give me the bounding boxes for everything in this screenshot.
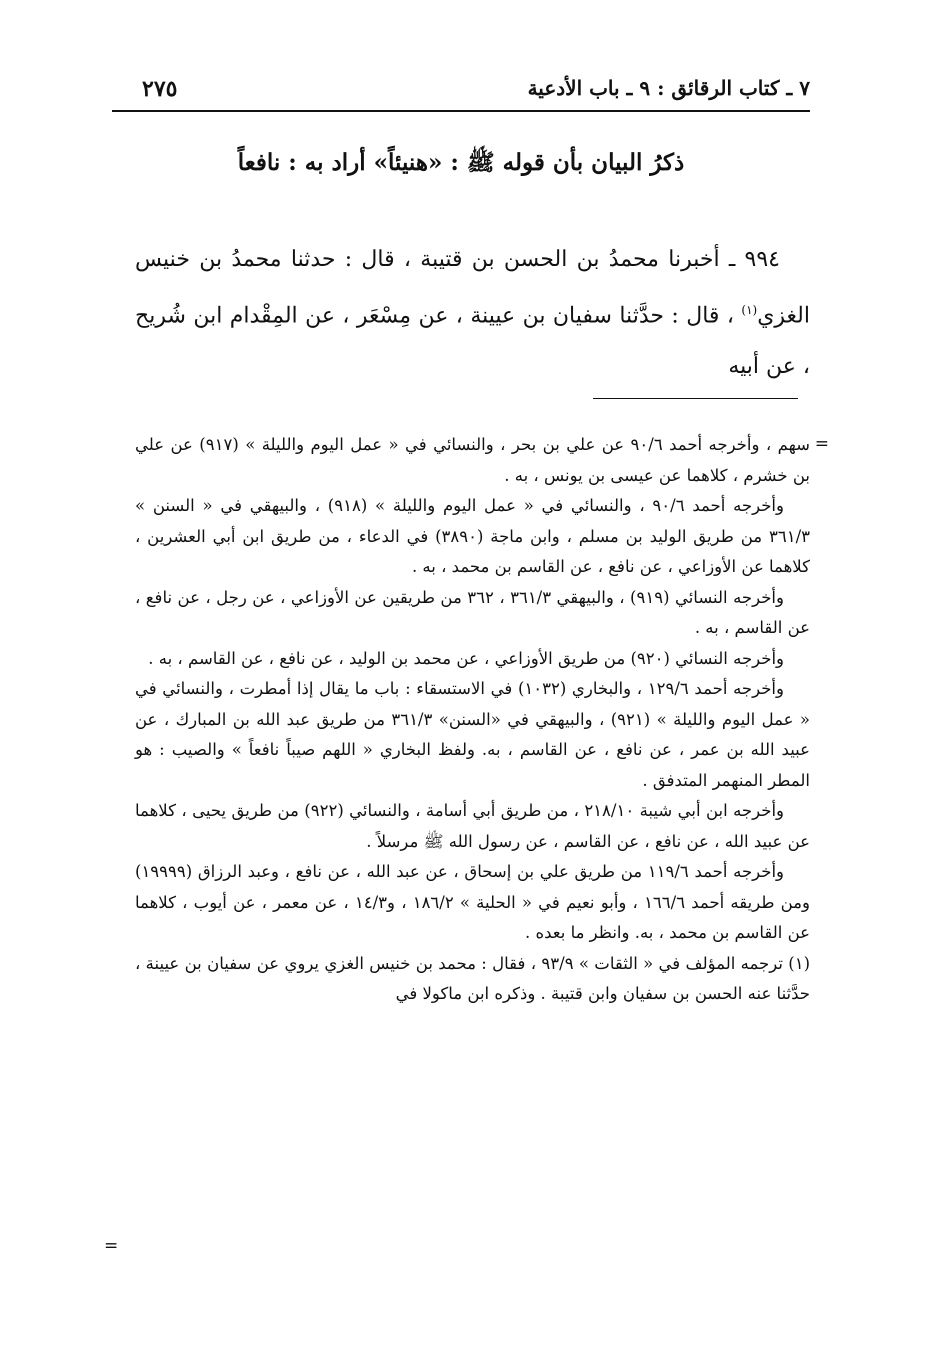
footnote-paragraph: سهم ، وأخرجه أحمد ٩٠/٦ عن علي بن بحر ، والنسائي في « عمل اليوم والليلة » (٩١٧) عن علي بن خشرم ، كلاهما عن عيسى بن يونس ، به . [135, 435, 810, 485]
footnote-1: (١) ترجمه المؤلف في « الثقات » ٩٣/٩ ، فقال : محمد بن خنيس الغزي يروي عن سفيان بن عيينة ، حدَّثنا عنه الحسن بن سفيان وابن قتيبة . وذكره ابن ماكولا في [135, 953, 810, 1003]
hadith-paragraph [135, 234, 810, 392]
page-number: ٢٧٥ [142, 76, 178, 102]
footnote-paragraph: وأخرجه ابن أبي شيبة ٢١٨/١٠ ، من طريق أبي أسامة ، والنسائي (٩٢٢) من طريق يحيى ، كلاهما عن عبيد الله ، عن نافع ، عن القاسم ، عن رسول الله ﷺ مرسلاً . [135, 801, 810, 851]
footnote-separator [593, 398, 798, 399]
footnotes [135, 430, 810, 1010]
header-rule [112, 110, 810, 112]
hadith-text [135, 234, 810, 392]
footnote-paragraph: وأخرجه أحمد ٩٠/٦ ، والنسائي في « عمل اليوم والليلة » (٩١٨) ، والبيهقي في « السنن » ٣٦١/٣ من طريق الوليد بن مسلم ، وابن ماجة (٣٨٩٠) في الدعاء ، من طريق ابن أبي العشرين ، كلاهما عن الأوزاعي ، عن نافع ، عن القاسم بن محمد ، به . [135, 496, 810, 576]
footnote-paragraph: وأخرجه أحمد ١١٩/٦ من طريق علي بن إسحاق ، عن عبد الله ، عن نافع ، وعبد الرزاق (١٩٩٩٩) ومن طريقه أحمد ١٦٦/٦ ، وأبو نعيم في « الحلية » ١٨٦/٢ ، و١٤/٣ ، عن معمر ، عن أيوب ، كلاهما عن القاسم بن محمد ، به. وانظر ما بعده . [135, 862, 810, 942]
page-header [112, 76, 810, 112]
footnote-paragraph: وأخرجه النسائي (٩٢٠) من طريق الأوزاعي ، عن محمد بن الوليد ، عن نافع ، عن القاسم ، به . [148, 648, 784, 668]
chapter-heading: ذكرُ البيان بأن قوله ﷺ : «هنيئاً» أراد به : نافعاً [237, 149, 685, 176]
hadith-text-start: ٩٩٤ ـ أخبرنا محمدُ بن الحسن بن قتيبة ، قال : حدثنا محمدُ بن خنيس الغزي [135, 247, 810, 329]
continuation-mark: = [814, 434, 829, 454]
continuation-mark-end: = [104, 1236, 119, 1256]
footnote-paragraph: وأخرجه النسائي (٩١٩) ، والبيهقي ٣٦١/٣ ، ٣٦٢ من طريقين عن الأوزاعي ، عن رجل ، عن نافع ، عن القاسم ، به . [135, 587, 810, 637]
footnote-paragraph: وأخرجه أحمد ١٢٩/٦ ، والبخاري (١٠٣٢) في الاستسقاء : باب ما يقال إذا أمطرت ، والنسائي في « عمل اليوم والليلة » (٩٢١) ، والبيهقي في «السنن» ٣٦١/٣ من طريق عبد الله بن المبارك ، عن عبيد الله بن عمر ، عن نافع ، عن القاسم ، به. ولفظ البخاري « اللهم صيباً نافعاً » والصيب : هو المطر المنهمر المتدفق . [135, 679, 810, 790]
running-title: ٧ ـ كتاب الرقائق : ٩ ـ باب الأدعية [527, 76, 810, 100]
hadith-text-end: ، قال : حدَّثنا سفيان بن عيينة ، عن مِسْعَر ، عن المِقْدام ابن شُريح ، عن أبيه [135, 303, 810, 380]
footnote-reference: (١) [741, 303, 758, 317]
